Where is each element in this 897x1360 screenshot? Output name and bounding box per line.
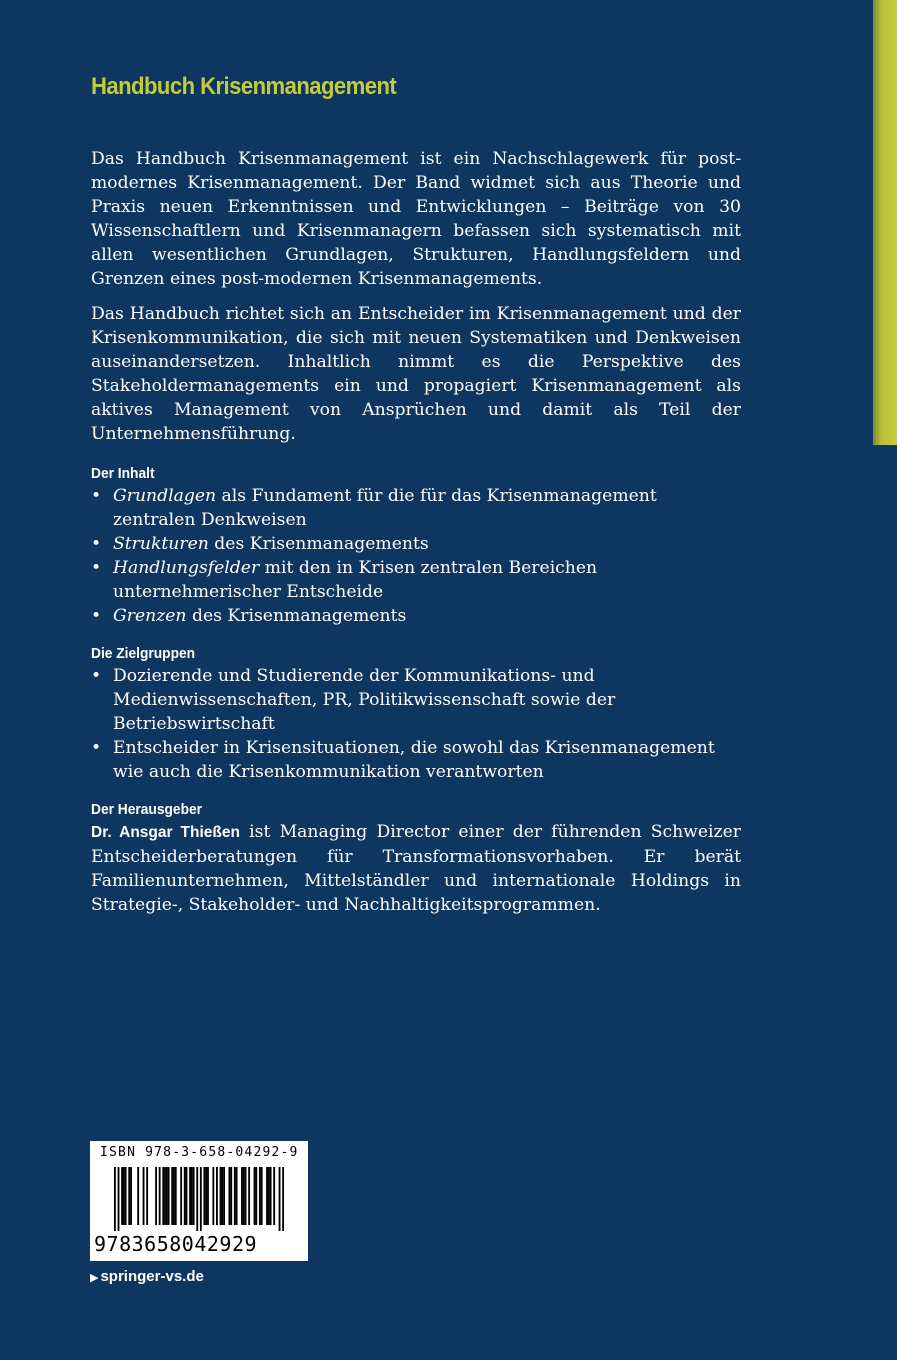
barcode-bar xyxy=(189,1167,191,1225)
barcode-bars xyxy=(114,1167,284,1231)
barcode-bar xyxy=(270,1167,272,1225)
list-item-text: des Krisenmanagements xyxy=(208,534,429,554)
barcode-bar xyxy=(200,1167,202,1231)
blurb-content xyxy=(91,147,741,917)
barcode-bar xyxy=(268,1167,270,1225)
barcode-bar xyxy=(261,1167,263,1225)
barcode-bar xyxy=(207,1167,209,1225)
barcode-bar xyxy=(203,1167,205,1225)
list-item xyxy=(91,556,741,604)
isbn-label: ISBN 978-3-658-04292-9 xyxy=(100,1145,299,1160)
list-item xyxy=(91,484,741,532)
audience-paragraph: Das Handbuch richtet sich an Entscheider im Krisenmanagement und der Krisenkommunikation, die sich mit neuen Systematiken und Denkweisen auseinandersetzen. Inhaltlich nimmt es die Perspektive des Stakeholdermanagements ein und propagiert Krisenmanagement als aktives Management von Ansprüchen und damit als Teil der Unternehmensführung. xyxy=(91,304,741,444)
barcode-bar xyxy=(171,1167,173,1225)
barcode-bar xyxy=(186,1167,188,1225)
inhalt-heading: Der Inhalt xyxy=(91,466,155,482)
barcode-bar xyxy=(243,1167,245,1225)
barcode-bar xyxy=(168,1167,170,1225)
accent-bar xyxy=(873,0,897,445)
isbn-barcode xyxy=(90,1141,308,1261)
list-item-text: des Krisenmanagements xyxy=(186,606,407,626)
barcode-bar xyxy=(118,1167,120,1231)
list-item: • Dozierende und Studierende der Kommunikations- und Medienwissenschaften, PR, Politikwissenschaft sowie der Betriebswirtschaft xyxy=(91,664,741,736)
barcode-bar xyxy=(241,1167,243,1225)
barcode-bar xyxy=(123,1167,125,1225)
barcode-bar xyxy=(196,1167,198,1231)
barcode-bar xyxy=(164,1167,166,1225)
list-item-emphasis: Grundlagen xyxy=(113,486,217,506)
barcode-bar xyxy=(143,1167,145,1225)
arrow-right-icon: ▶ xyxy=(90,1272,99,1284)
barcode-bar xyxy=(125,1167,127,1225)
barcode-bar xyxy=(162,1167,164,1225)
barcode-bar xyxy=(223,1167,225,1225)
barcode-bar xyxy=(230,1167,232,1225)
ean-digits: 9783658042929 xyxy=(94,1232,258,1256)
barcode-bar xyxy=(220,1167,222,1225)
list-item: • Entscheider in Krisensituationen, die sowohl das Krisenmanagement wie auch die Krisenkommunikation verantworten xyxy=(91,736,741,784)
zielgruppen-heading: Die Zielgruppen xyxy=(91,646,196,662)
book-title: Handbuch Krisenmanagement xyxy=(91,73,397,100)
barcode-bar xyxy=(159,1167,161,1225)
barcode-bar xyxy=(282,1167,284,1231)
barcode-bar xyxy=(128,1167,130,1225)
list-item-text: als Fundament für die für das Krisenmanagement zentralen Denkweisen xyxy=(113,486,657,530)
barcode-bar xyxy=(259,1167,261,1225)
author-name: Dr. Ansgar Thießen xyxy=(91,824,240,841)
barcode-bar xyxy=(180,1167,182,1225)
author-bio: ist Managing Director einer der führenden Schweizer Entscheiderberatungen für Transformationsvorhaben. Er berät Familienunternehmen, Mittelständler und internationale Holdings in Strategie-, Stakeholder- und Nachhaltigkeitsprogrammen. xyxy=(91,822,741,915)
barcode-bar xyxy=(114,1167,116,1231)
barcode-bar xyxy=(234,1167,236,1225)
herausgeber-heading: Der Herausgeber xyxy=(91,802,203,818)
publisher-link[interactable] xyxy=(90,1268,204,1285)
barcode-bar xyxy=(273,1167,275,1225)
list-item-emphasis: Handlungsfelder xyxy=(113,558,260,578)
barcode-bar xyxy=(184,1167,186,1225)
barcode-bar xyxy=(236,1167,238,1225)
barcode-bar xyxy=(191,1167,193,1225)
barcode-bar xyxy=(173,1167,175,1225)
list-item xyxy=(91,532,741,556)
barcode-bar xyxy=(254,1167,256,1225)
barcode-bar xyxy=(155,1167,157,1225)
barcode-bar xyxy=(146,1167,148,1225)
barcode-bar xyxy=(175,1167,177,1225)
barcode-bar xyxy=(137,1167,139,1225)
barcode-bar xyxy=(166,1167,168,1225)
list-item-text: mit den in Krisen zentralen Bereichen unternehmerischer Entscheide xyxy=(113,558,598,602)
barcode-bar xyxy=(193,1167,195,1225)
barcode-bar xyxy=(121,1167,123,1225)
barcode-bar xyxy=(255,1167,257,1225)
barcode-bar xyxy=(221,1167,223,1225)
barcode-bar xyxy=(229,1167,231,1225)
list-item xyxy=(91,604,741,628)
inhalt-list xyxy=(91,484,741,628)
barcode-bar xyxy=(245,1167,247,1225)
barcode-bar xyxy=(248,1167,250,1225)
publisher-url: springer-vs.de xyxy=(100,1268,204,1285)
zielgruppen-list xyxy=(91,664,741,784)
list-item-emphasis: Strukturen xyxy=(113,534,209,554)
barcode-bar xyxy=(130,1167,132,1225)
barcode-bar xyxy=(216,1167,218,1225)
list-item-emphasis: Grenzen xyxy=(113,606,187,626)
barcode-bar xyxy=(266,1167,268,1225)
barcode-bar xyxy=(279,1167,281,1231)
barcode-bar xyxy=(212,1167,214,1225)
barcode-bar xyxy=(205,1167,207,1225)
herausgeber-paragraph xyxy=(91,820,741,917)
intro-paragraph: Das Handbuch Krisenmanagement ist ein Nachschlagewerk für post-modernes Krisenmanagement. Der Band widmet sich aus Theorie und Praxis neuen Erkenntnissen und Entwicklungen – Beiträge von 30 Wissenschaftlern und Krisenmanagern befassen sich systematisch mit allen wesentlichen Grundlagen, Strukturen, Handlungsfeldern und Grenzen eines post-modernen Krisenmanagements. xyxy=(91,149,741,289)
